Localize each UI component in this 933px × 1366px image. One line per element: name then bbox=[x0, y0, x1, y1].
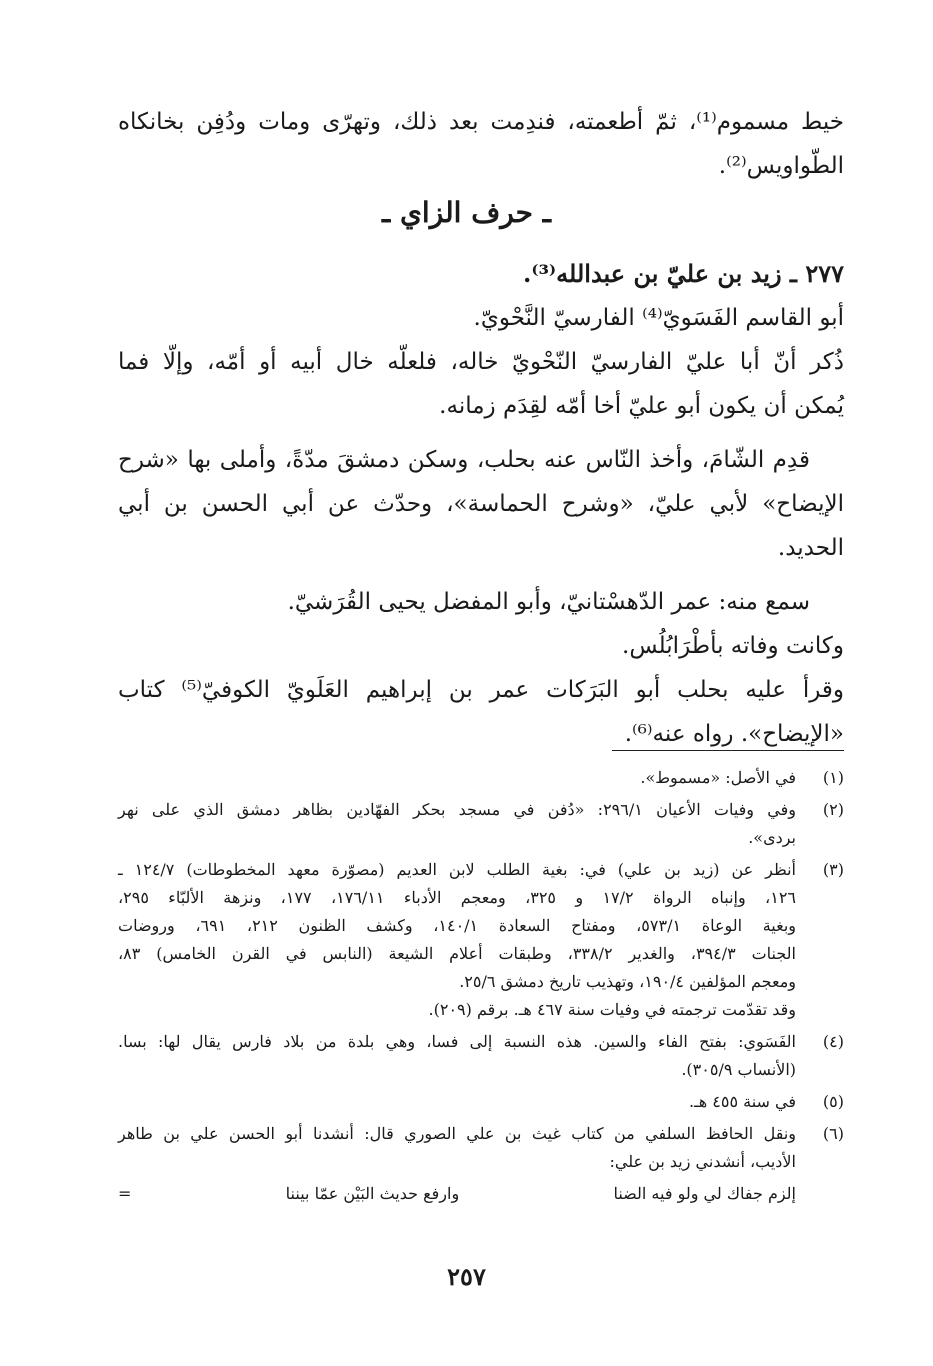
biography-entry bbox=[118, 252, 844, 756]
footnote-text: (الأنساب ٣٠٥/٩). bbox=[681, 1060, 796, 1079]
text-line: ذُكر أنّ أبا عليّ الفارسيّ النّحْويّ خاله، فلعلّه خال أبيه أو أمّه، وإلّا فما bbox=[118, 349, 844, 375]
footnote-number: (٦) bbox=[822, 1124, 844, 1143]
text-line: الحديد. bbox=[777, 535, 844, 561]
footnote-text: الفَسَوي: بفتح الفاء والسين. هذه النسبة إلى فسا، وهي بلدة من بلاد فارس يقال لها: بسا. bbox=[118, 1032, 796, 1051]
text-line: وكانت وفاته بأطْرَابُلُس. bbox=[622, 633, 844, 659]
text-line: الإيضاح» لأبي عليّ، «وشرح الحماسة»، وحدّث عن أبي الحسن بن أبي bbox=[118, 491, 844, 517]
text-line: «الإيضاح». رواه عنه⁽⁶⁾. bbox=[624, 721, 844, 747]
footnote-text: وفي وفيات الأعيان ٢٩٦/١: «دُفن في مسجد بحكر الفهّادين بظاهر دمشق الذي على نهر bbox=[118, 800, 796, 819]
text-line: خيط مسموم⁽¹⁾، ثمّ أطعمته، فندِمت بعد ذلك، وتهرّى ومات ودُفِن بخانكاه bbox=[118, 109, 844, 135]
footnote-text: في سنة ٤٥٥ هـ. bbox=[688, 1092, 796, 1111]
footnote-text: بردى». bbox=[748, 828, 796, 847]
text-line: قدِم الشّامَ، وأخذ النّاس عنه بحلب، وسكن دمشقَ مدّةً، وأملى بها «شرح bbox=[118, 447, 810, 473]
footnote bbox=[118, 856, 844, 1024]
footnote-text: ونقل الحافظ السلفي من كتاب غيث بن علي الصوري قال: أنشدنا أبو الحسن علي بن طاهر bbox=[118, 1124, 796, 1143]
footnote-text: ١٢٦، وإنباه الرواة ١٧/٢ و ٣٢٥، ومعجم الأدباء ١٧٦/١١، ١٧٧، ونزهة الألبّاء ٢٩٥، bbox=[118, 888, 796, 907]
footnote-number: (١) bbox=[822, 768, 844, 787]
footnote-text: وقد تقدّمت ترجمته في وفيات سنة ٤٦٧ هـ. برقم (٢٠٩). bbox=[428, 1000, 796, 1019]
text-line: يُمكن أن يكون أبو عليّ أخا أمّه لقِدَم زمانه. bbox=[439, 393, 844, 419]
text-line: أبو القاسم الفَسَويّ⁽⁴⁾ الفارسيّ النَّحْويّ. bbox=[473, 305, 844, 331]
footnote-separator bbox=[612, 750, 844, 751]
footnote bbox=[118, 796, 844, 852]
page-number: ٢٥٧ bbox=[447, 1262, 486, 1291]
section-title: ـ حرف الزاي ـ bbox=[382, 196, 551, 229]
footnote-text: أنظر عن (زيد بن علي) في: بغية الطلب لابن العديم (مصوّرة معهد المخطوطات) ١٢٤/٧ ـ bbox=[118, 860, 796, 879]
verse-hemistich: وارفع حديث البَيْن عمّا بيننا bbox=[285, 1184, 460, 1203]
footnote bbox=[118, 1088, 844, 1116]
text-line: الطّواويس⁽²⁾. bbox=[718, 153, 844, 179]
verse-hemistich: إلزم جفاك لي ولو فيه الضنا bbox=[613, 1184, 796, 1203]
continuation-mark: = bbox=[118, 1184, 132, 1203]
footnote-number: (٥) bbox=[822, 1092, 844, 1111]
footnote-text: الأديب، أنشدني زيد بن علي: bbox=[609, 1152, 796, 1171]
footnote-number: (٣) bbox=[822, 860, 844, 879]
footnote-number: (٢) bbox=[822, 800, 844, 819]
footnotes bbox=[118, 764, 844, 1208]
footnote-text: الجنات ٣٩٤/٣، والغدير ٣٣٨/٢، وطبقات أعلام الشيعة (النابس في القرن الخامس) ٨٣، bbox=[118, 944, 797, 963]
text-line: سمع منه: عمر الدّهسْتانيّ، وأبو المفضل يحيى القُرَشيّ. bbox=[287, 589, 810, 615]
footnote-text: وبغية الوعاة ٥٧٣/١، ومفتاح السعادة ١٤٠/١، وكشف الظنون ٢١٢، ٦٩١، وروضات bbox=[118, 916, 797, 935]
carry-over-paragraph bbox=[118, 100, 844, 188]
footnote-number: (٤) bbox=[822, 1032, 844, 1051]
poetry-verse bbox=[118, 1180, 796, 1208]
footnote-text: ومعجم المؤلفين ١٩٠/٤، وتهذيب تاريخ دمشق ٢٥/٦. bbox=[459, 972, 796, 991]
footnote bbox=[118, 1028, 844, 1084]
footnote-text: في الأصل: «مسموط». bbox=[640, 768, 796, 787]
text-line: وقرأ عليه بحلب أبو البَرَكات عمر بن إبراهيم العَلَويّ الكوفيّ⁽⁵⁾ كتاب bbox=[118, 677, 844, 703]
entry-heading: ٢٧٧ ـ زيد بن عليّ بن عبدالله⁽³⁾. bbox=[522, 259, 844, 288]
footnote bbox=[118, 764, 844, 792]
footnote bbox=[118, 1120, 844, 1176]
